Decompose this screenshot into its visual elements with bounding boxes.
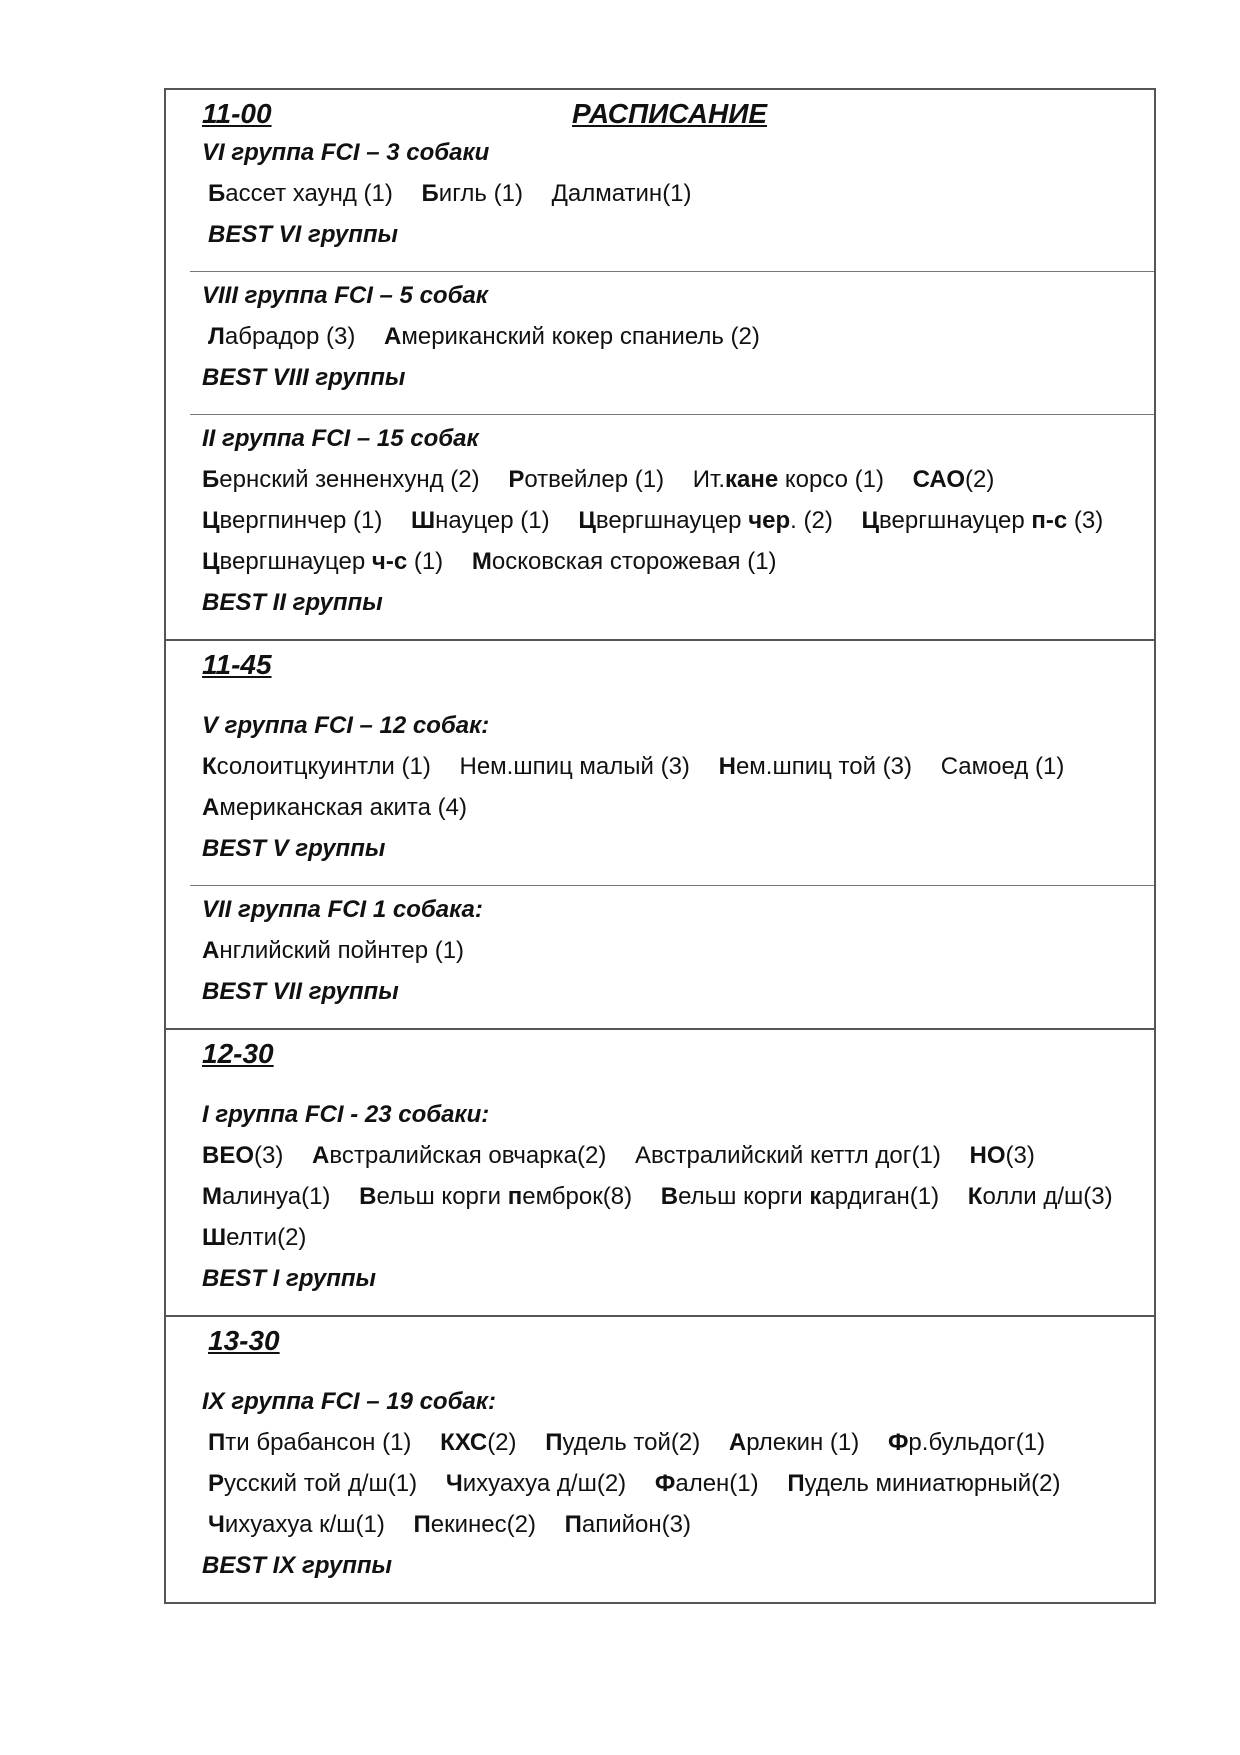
breed-entry: Цвергшнауцер п-с (3) — [861, 507, 1104, 534]
breed-list — [202, 459, 1154, 582]
breed-entry: Американский кокер спаниель (2) — [384, 323, 760, 350]
group-fci-9 — [166, 1323, 1154, 1602]
best-in-group: BEST VIII группы — [202, 364, 406, 391]
group-heading: VI группа FCI – 3 собаки — [202, 139, 490, 166]
best-in-group: BEST V группы — [202, 835, 386, 862]
breed-entry: BEO(3) — [202, 1142, 284, 1169]
breed-entry: Малинуа(1) — [202, 1183, 331, 1210]
breed-entry: Русский той д/ш(1) — [208, 1470, 418, 1497]
group-heading: V группа FCI – 12 собак: — [202, 712, 490, 739]
breed-entry: Пудель миниатюрный(2) — [787, 1470, 1061, 1497]
breed-entry: Нем.шпиц малый (3) — [459, 753, 690, 780]
breed-entry: Шнауцер (1) — [411, 507, 550, 534]
time-slot-1145: 11-45 — [202, 649, 272, 680]
schedule-block-1145 — [166, 647, 1154, 1030]
breed-entry: Фр.бульдог(1) — [887, 1429, 1046, 1456]
group-heading: II группа FCI – 15 собак — [202, 425, 479, 452]
group-heading: VIII группа FCI – 5 собак — [202, 282, 488, 309]
breed-entry: Пекинес(2) — [413, 1511, 536, 1538]
breed-list — [202, 746, 1154, 828]
breed-entry: Московская сторожевая (1) — [471, 548, 777, 575]
breed-entry: Чихуахуа д/ш(2) — [445, 1470, 627, 1497]
breed-entry: Цвергшнауцер чер. (2) — [578, 507, 833, 534]
breed-entry: Пти брабансон (1) — [208, 1429, 412, 1456]
breed-list — [202, 1135, 1154, 1258]
breed-entry: Цвергпинчер (1) — [202, 507, 383, 534]
breed-entry: КХС(2) — [440, 1429, 517, 1456]
page-title: РАСПИСАНИЕ — [572, 98, 768, 129]
breed-entry: Фален(1) — [654, 1470, 759, 1497]
breed-entry: Ит.кане корсо (1) — [692, 466, 884, 493]
time-slot-1330: 13-30 — [208, 1325, 280, 1356]
breed-list — [202, 173, 1154, 214]
schedule-document — [164, 88, 1156, 1604]
group-heading: I группа FCI - 23 собаки: — [202, 1101, 490, 1128]
breed-entry: Нем.шпиц той (3) — [718, 753, 913, 780]
breed-entry: Самоед (1) — [940, 753, 1065, 780]
breed-entry: Английский пойнтер (1) — [202, 937, 465, 964]
breed-entry: Австралийская овчарка(2) — [312, 1142, 607, 1169]
schedule-block-1100 — [166, 90, 1154, 641]
time-slot-1230: 12-30 — [202, 1038, 274, 1069]
best-in-group: BEST VI группы — [208, 221, 399, 248]
breed-entry: Ксолоитцкуинтли (1) — [202, 753, 431, 780]
breed-entry: НО(3) — [969, 1142, 1035, 1169]
group-fci-5 — [166, 647, 1154, 885]
breed-entry: Шелти(2) — [202, 1224, 307, 1251]
breed-entry: Папийон(3) — [564, 1511, 691, 1538]
breed-entry: Бассет хаунд (1) — [208, 180, 393, 207]
breed-entry: Бернский зенненхунд (2) — [202, 466, 480, 493]
group-heading: VII группа FCI 1 собака: — [202, 896, 483, 923]
group-heading: IX группа FCI – 19 собак: — [202, 1388, 496, 1415]
breed-entry: Австралийский кеттл дог(1) — [635, 1142, 941, 1169]
best-in-group: BEST I группы — [202, 1265, 377, 1292]
best-in-group: BEST VII группы — [202, 978, 399, 1005]
best-in-group: BEST IX группы — [202, 1552, 393, 1579]
breed-entry: Американская акита (4) — [202, 794, 467, 821]
group-fci-6 — [166, 90, 1154, 271]
breed-list — [202, 316, 1154, 357]
breed-entry: Далматин(1) — [551, 180, 692, 207]
breed-entry: Цвергшнауцер ч-с (1) — [202, 548, 444, 575]
best-in-group: BEST II группы — [202, 589, 383, 616]
breed-entry: Пудель той(2) — [545, 1429, 701, 1456]
breed-entry: Арлекин (1) — [728, 1429, 860, 1456]
group-fci-2 — [166, 414, 1154, 639]
group-fci-8 — [166, 271, 1154, 414]
breed-entry: Чихуахуа к/ш(1) — [208, 1511, 385, 1538]
breed-entry: Колли д/ш(3) — [967, 1183, 1113, 1210]
breed-list — [202, 1422, 1154, 1545]
schedule-block-1230 — [166, 1036, 1154, 1317]
breed-list — [202, 930, 1154, 971]
breed-entry: Вельш корги пемброк(8) — [359, 1183, 633, 1210]
breed-entry: САО(2) — [912, 466, 995, 493]
breed-entry: Бигль (1) — [421, 180, 523, 207]
group-fci-7 — [166, 885, 1154, 1028]
title-row — [202, 90, 1154, 132]
schedule-block-1330 — [166, 1323, 1154, 1602]
breed-entry: Ротвейлер (1) — [508, 466, 665, 493]
group-fci-1 — [166, 1036, 1154, 1315]
breed-entry: Лабрадор (3) — [208, 323, 356, 350]
breed-entry: Вельш корги кардиган(1) — [660, 1183, 940, 1210]
time-slot-1100: 11-00 — [202, 98, 272, 129]
